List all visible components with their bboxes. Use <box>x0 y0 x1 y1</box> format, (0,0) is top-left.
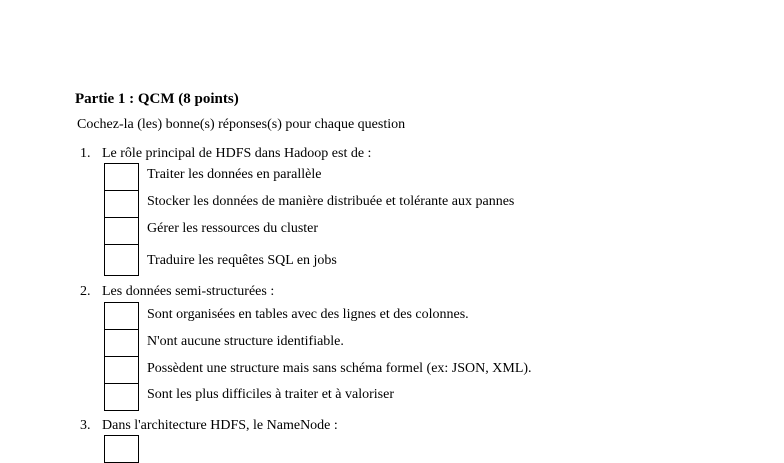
option-label: Sont organisées en tables avec des lignes et des colonnes. <box>147 307 469 322</box>
option-label: Gérer les ressources du cluster <box>147 221 319 236</box>
section-title: Partie 1 : QCM (8 points) <box>75 91 239 107</box>
question-number: 1. <box>80 146 91 161</box>
question-text: Dans l'architecture HDFS, le NameNode : <box>102 418 338 433</box>
option-label: Stocker les données de manière distribuée et tolérante aux pannes <box>147 194 515 209</box>
question-number: 2. <box>80 284 91 299</box>
question-2 <box>80 284 274 300</box>
option-label: Sont les plus difficiles à traiter et à valoriser <box>147 387 395 402</box>
question-1 <box>80 146 371 162</box>
question-number: 3. <box>80 418 91 433</box>
answer-checkbox[interactable] <box>104 190 139 218</box>
answer-checkbox[interactable] <box>104 302 139 330</box>
instruction-text: Cochez-la (les) bonne(s) réponses(s) pour chaque question <box>77 117 406 132</box>
option-label: Traiter les données en parallèle <box>147 167 322 182</box>
answer-checkbox[interactable] <box>104 329 139 357</box>
answer-checkbox[interactable] <box>104 356 139 384</box>
question-text: Les données semi-structurées : <box>102 284 275 299</box>
option-label: Traduire les requêtes SQL en jobs <box>147 253 337 268</box>
answer-checkbox[interactable] <box>104 163 139 191</box>
answer-checkbox[interactable] <box>104 383 139 411</box>
question-3 <box>80 418 338 434</box>
answer-checkbox[interactable] <box>104 244 139 276</box>
answer-checkbox[interactable] <box>104 217 139 245</box>
option-label: N'ont aucune structure identifiable. <box>147 334 344 349</box>
question-text: Le rôle principal de HDFS dans Hadoop est de : <box>102 146 372 161</box>
option-label: Possèdent une structure mais sans schéma formel (ex: JSON, XML). <box>147 361 532 376</box>
answer-checkbox[interactable] <box>104 435 139 463</box>
